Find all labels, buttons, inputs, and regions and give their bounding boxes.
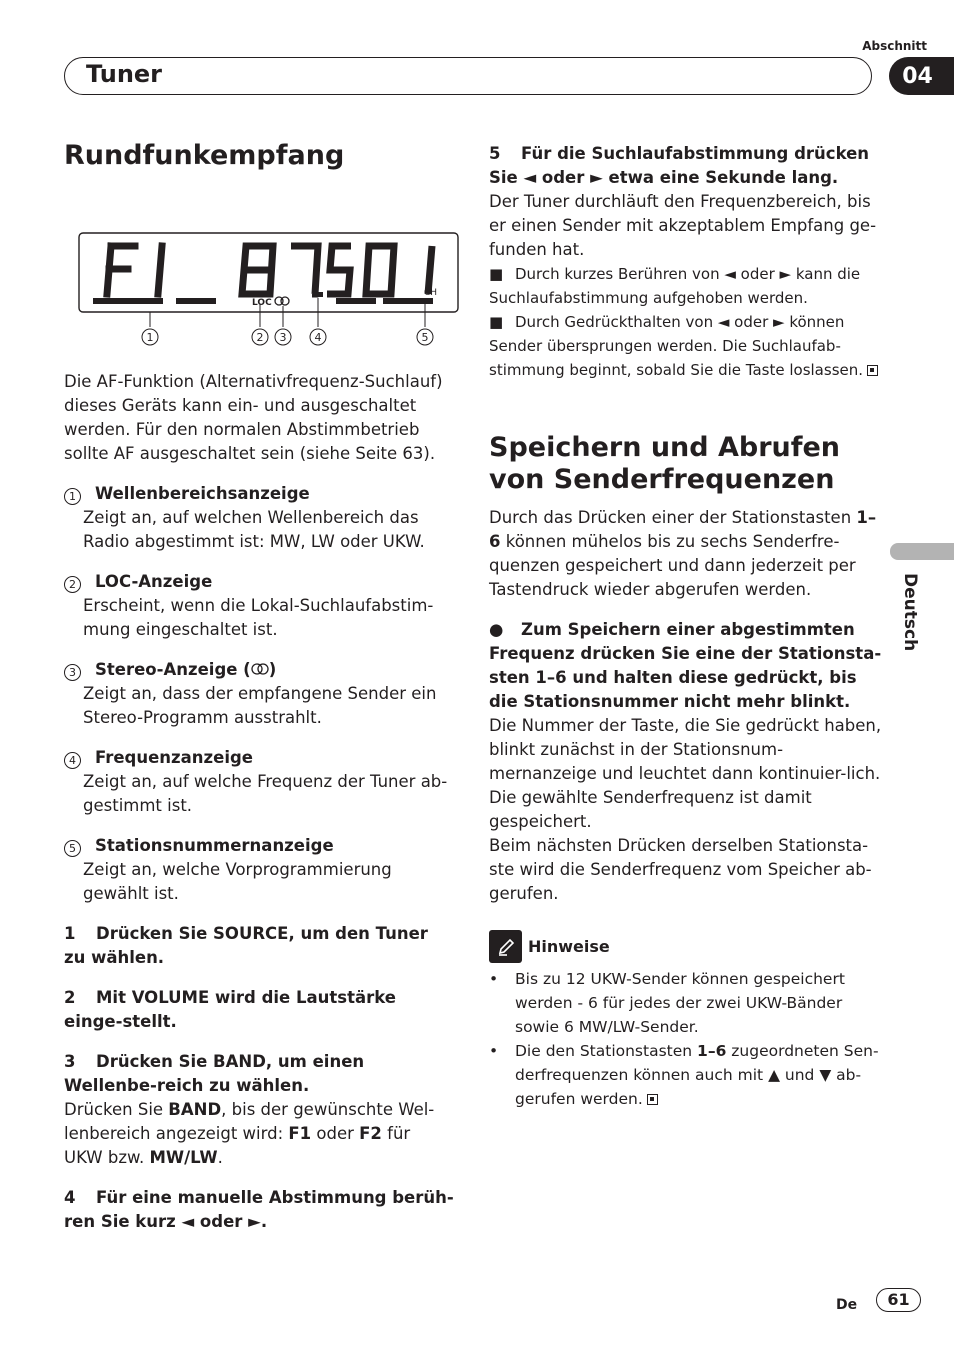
step-number: 4: [64, 1188, 76, 1207]
bullet-text: Durch kurzes Berühren von ◄ oder ► kann die Suchlaufabstimmung aufgehoben werden.: [489, 265, 861, 307]
step-text: Drücken Sie SOURCE, um den Tuner zu wählen.: [64, 924, 428, 967]
text-run: oder: [311, 1124, 360, 1143]
legend-item-station: [64, 834, 454, 906]
text-run-bold: BAND: [168, 1100, 222, 1119]
legend-item-band: [64, 482, 454, 554]
legend-number: 3: [64, 664, 81, 681]
notes-list: [489, 967, 884, 1111]
step-text: Drücken Sie BAND, um einen Wellenbe-reich zu wählen.: [64, 1052, 365, 1095]
legend-number: 2: [64, 576, 81, 593]
notes-title: Hinweise: [528, 936, 610, 956]
legend-text: Zeigt an, dass der empfangene Sender ein Stereo-Programm ausstrahlt.: [83, 684, 437, 727]
lcd-display-figure: [78, 232, 459, 354]
side-language-label: Deutsch: [900, 573, 920, 652]
lcd-callout-2: 2: [256, 331, 264, 344]
legend-title: Wellenbereichsanzeige: [95, 484, 310, 503]
text-run: .: [217, 1148, 223, 1167]
bullet-icon: •: [489, 970, 499, 988]
legend-title: LOC-Anzeige: [95, 572, 213, 591]
step-5-bullet: [489, 310, 884, 382]
text-run: Drücken Sie: [64, 1100, 169, 1119]
step-2: [64, 986, 454, 1034]
intro-2-paragraph: [489, 506, 884, 602]
dot-step: [489, 618, 884, 714]
legend-text: Erscheint, wenn die Lokal-Suchlaufabstim-mung eingeschaltet ist.: [83, 596, 434, 639]
step-5: [489, 142, 884, 190]
legend-title-end: ): [268, 660, 277, 679]
text-run-bold: 1–6: [489, 508, 877, 551]
end-mark-icon: [647, 1094, 658, 1105]
lcd-loc-label: LOC: [252, 298, 272, 308]
legend-text: Zeigt an, welche Vorprogrammierung gewählt ist.: [83, 860, 392, 903]
bullet-dot-icon: ●: [489, 620, 504, 639]
step-1: [64, 922, 454, 970]
lcd-callout-5: 5: [421, 331, 429, 344]
right-column: [489, 142, 884, 1111]
legend-title: Frequenzanzeige: [95, 748, 253, 767]
square-bullet-icon: ■: [489, 265, 504, 283]
legend-number: 1: [64, 488, 81, 505]
step-text: Mit VOLUME wird die Lautstärke einge-stellt.: [64, 988, 396, 1031]
dot-step-text: Zum Speichern einer abgestimmten Frequenz drücken Sie eine der Stationsta-sten 1–6 und halten diese gedrückt, bis die Stationsnummer nicht mehr blinkt.: [489, 620, 882, 711]
text-run: , bis der gewünschte Wel-lenbereich angezeigt wird:: [64, 1100, 435, 1143]
legend-number: 5: [64, 840, 81, 857]
notes-pencil-icon: [489, 930, 522, 963]
step-number: 1: [64, 924, 76, 943]
lcd-callout-1: 1: [146, 331, 154, 344]
text-run: zugeordneten Sen-derfrequenzen können auch mit ▲ und ▼ ab-gerufen werden.: [515, 1042, 879, 1108]
step-5-body: Der Tuner durchläuft den Frequenzbereich, bis er einen Sender mit akzeptablem Empfang ge-funden hat.: [489, 192, 877, 259]
step-number: 3: [64, 1052, 76, 1071]
legend-text: Zeigt an, auf welchen Wellenbereich das Radio abgestimmt ist: MW, LW oder UKW.: [83, 508, 425, 551]
lcd-ch-label: CH: [424, 288, 438, 298]
step-text: Für die Suchlaufabstimmung drücken Sie ◄ oder ► etwa eine Sekunde lang.: [489, 144, 870, 187]
legend-item-frequency: [64, 746, 454, 818]
lcd-callout-4: 4: [314, 331, 322, 344]
text-run: für UKW bzw.: [64, 1124, 411, 1167]
dot-step-body-1: Die Nummer der Taste, die Sie gedrückt haben, blinkt zunächst in der Stationsnum-mernanzeige und leuchtet dann kontinuier-lich. Die gewählte Senderfrequenz ist damit gespeichert.: [489, 716, 882, 831]
note-item: [489, 967, 884, 1039]
text-run-bold: MW/LW: [149, 1148, 218, 1167]
note-text: Bis zu 12 UKW-Sender können gespeichert werden - 6 für jedes der zwei UKW-Bänder sowie 6 MW/LW-Sender.: [515, 970, 845, 1036]
left-column: [64, 140, 454, 1234]
square-bullet-icon: ■: [489, 313, 504, 331]
step-text: Für eine manuelle Abstimmung berüh-ren Sie kurz ◄ oder ►.: [64, 1188, 454, 1231]
stereo-icon: [251, 663, 269, 675]
text-run: können mühelos bis zu sechs Senderfre-quenzen gespeichert und dann jederzeit per Tastendruck wieder abgerufen werden.: [489, 532, 856, 599]
heading-rundfunkempfang: Rundfunkempfang: [64, 140, 345, 171]
text-run-bold: 1–6: [697, 1042, 727, 1060]
lcd-display-illustration: [78, 232, 459, 354]
legend-title: Stereo-Anzeige (: [95, 660, 251, 679]
step-3: [64, 1050, 454, 1170]
step-5-bullet: [489, 262, 884, 310]
end-mark-icon: [867, 365, 878, 376]
bullet-text: Durch Gedrückthalten von ◄ oder ► können Sender übersprungen werden. Die Suchlaufab-stimmung beginnt, sobald Sie die Taste loslassen.: [489, 313, 864, 379]
intro-paragraph: Die AF-Funktion (Alternativfrequenz-Suchlauf) dieses Geräts kann ein- und ausgeschaltet werden. Für den normalen Abstimmbetrieb sollte AF ausgeschaltet sein (siehe Seite 63).: [64, 372, 443, 463]
legend-number: 4: [64, 752, 81, 769]
header-bar: [64, 57, 872, 95]
legend-item-stereo: [64, 658, 454, 730]
step-4: [64, 1186, 454, 1234]
note-item: [489, 1039, 884, 1111]
chapter-badge: 04: [889, 57, 954, 95]
step-3-body: [64, 1098, 454, 1170]
bullet-icon: •: [489, 1042, 499, 1060]
lcd-callout-3: 3: [279, 331, 287, 344]
lcd-station-segment: [428, 246, 432, 294]
heading-speichern: Speichern und Abrufen von Senderfrequenzen: [489, 432, 841, 495]
page-header-title: Tuner: [86, 60, 163, 88]
lcd-decimal-point: [318, 292, 323, 297]
step-number: 5: [489, 144, 501, 163]
notes-header: [489, 930, 884, 963]
side-tab-marker: [890, 543, 954, 560]
section-label: Abschnitt: [862, 39, 927, 53]
page-number: 61: [876, 1288, 921, 1312]
legend-text: Zeigt an, auf welche Frequenz der Tuner ab-gestimmt ist.: [83, 772, 448, 815]
text-run-bold: F1: [288, 1124, 312, 1143]
legend-item-loc: [64, 570, 454, 642]
text-run-bold: F2: [359, 1124, 382, 1143]
lcd-callout-circles: [142, 329, 433, 345]
step-number: 2: [64, 988, 76, 1007]
text-run: Die den Stationstasten: [515, 1042, 698, 1060]
footer-language: De: [836, 1297, 858, 1313]
text-run: Durch das Drücken einer der Stationstasten: [489, 508, 857, 527]
dot-step-body-2: Beim nächsten Drücken derselben Stationsta-ste wird die Senderfrequenz vom Speicher ab-gerufen.: [489, 836, 872, 903]
legend-title: Stationsnummernanzeige: [95, 836, 334, 855]
